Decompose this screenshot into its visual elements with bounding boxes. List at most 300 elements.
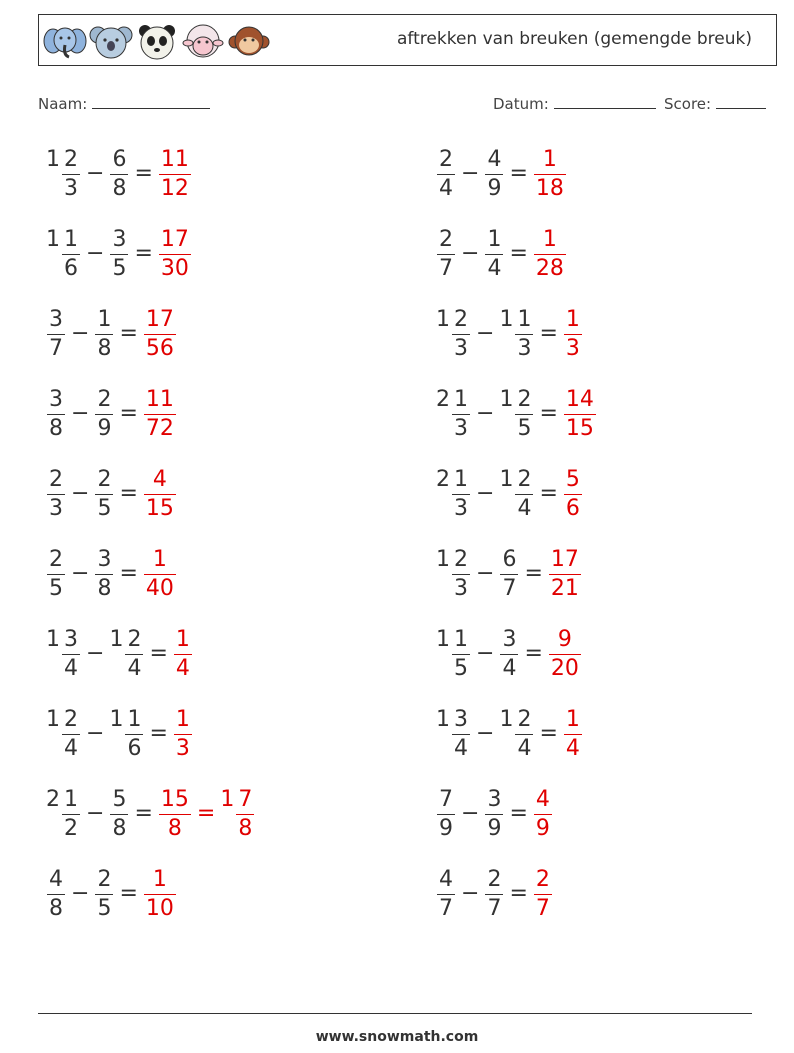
denominator: 18 — [535, 175, 564, 201]
fraction-bar — [144, 574, 176, 575]
numerator: 17 — [160, 226, 189, 252]
denominator: 4 — [439, 175, 453, 201]
mixed-number — [94, 387, 114, 440]
numerator: 4 — [49, 866, 63, 892]
mixed-number — [563, 467, 583, 520]
denominator: 9 — [487, 175, 502, 201]
denominator: 2 — [64, 815, 78, 841]
denominator: 8 — [49, 415, 63, 441]
numerator: 5 — [112, 786, 127, 812]
mixed-number — [143, 547, 177, 600]
mixed-number — [484, 227, 504, 280]
fraction — [515, 386, 533, 441]
fraction-bar — [485, 174, 503, 175]
fraction — [47, 386, 65, 441]
fraction-bar — [174, 734, 192, 735]
fraction-bar — [549, 574, 581, 575]
problem-item — [436, 543, 582, 603]
equals-sign: = — [539, 320, 558, 346]
fraction — [95, 866, 113, 921]
denominator: 7 — [439, 895, 453, 921]
numerator: 1 — [517, 306, 532, 332]
equals-sign: = — [149, 640, 168, 666]
fraction-bar — [549, 654, 581, 655]
denominator: 3 — [454, 575, 468, 601]
numerator: 1 — [175, 706, 190, 732]
fraction — [62, 226, 80, 281]
numerator: 7 — [439, 786, 453, 812]
date-field — [493, 94, 656, 113]
numerator: 3 — [502, 626, 517, 652]
problem-item — [46, 863, 177, 923]
numerator: 3 — [49, 306, 63, 332]
fraction — [452, 386, 470, 441]
numerator: 15 — [160, 786, 189, 812]
equals-sign: = — [134, 160, 153, 186]
equals-sign: = — [149, 720, 168, 746]
fraction — [95, 306, 113, 361]
numerator: 3 — [487, 786, 502, 812]
fraction-bar — [500, 654, 518, 655]
minus-sign: − — [86, 160, 105, 186]
denominator: 21 — [550, 575, 579, 601]
numerator: 17 — [550, 546, 579, 572]
mixed-number — [436, 627, 471, 680]
whole-part: 1 — [499, 706, 514, 732]
fraction-bar — [564, 734, 582, 735]
fraction — [47, 866, 65, 921]
equals-sign: = — [196, 800, 216, 826]
fraction-bar — [452, 494, 470, 495]
denominator: 3 — [517, 335, 532, 361]
fraction — [485, 866, 503, 921]
fraction — [62, 786, 80, 841]
numerator: 7 — [238, 786, 253, 812]
fraction-bar — [62, 254, 80, 255]
fraction — [144, 466, 176, 521]
numerator: 2 — [487, 866, 502, 892]
denominator: 8 — [49, 895, 63, 921]
fraction-bar — [110, 814, 128, 815]
fraction-bar — [144, 494, 176, 495]
fraction — [159, 146, 191, 201]
fraction-bar — [437, 174, 455, 175]
fraction-bar — [534, 814, 552, 815]
fraction — [95, 466, 113, 521]
problem-item — [436, 143, 567, 203]
numerator: 2 — [439, 226, 453, 252]
numerator: 1 — [565, 706, 580, 732]
fraction — [144, 386, 176, 441]
fraction — [564, 306, 582, 361]
fraction-bar — [564, 334, 582, 335]
name-blank[interactable] — [92, 94, 210, 109]
mixed-number — [109, 147, 129, 200]
denominator: 9 — [487, 815, 502, 841]
fraction — [452, 306, 470, 361]
denominator: 8 — [238, 815, 253, 841]
fraction — [485, 226, 503, 281]
mixed-number — [499, 387, 534, 440]
mixed-number — [158, 147, 192, 200]
fraction — [125, 706, 143, 761]
numerator: 1 — [487, 226, 502, 252]
whole-part: 1 — [436, 306, 450, 332]
fraction-bar — [159, 814, 191, 815]
numerator: 1 — [64, 226, 78, 252]
mixed-number — [548, 627, 582, 680]
minus-sign: − — [71, 320, 90, 346]
numerator: 1 — [542, 226, 557, 252]
fraction — [534, 226, 566, 281]
fraction-bar — [62, 174, 80, 175]
fraction-bar — [144, 894, 176, 895]
score-blank[interactable] — [716, 94, 766, 109]
problem-item — [436, 783, 553, 843]
mixed-number — [484, 787, 504, 840]
fraction-bar — [125, 654, 143, 655]
denominator: 3 — [49, 495, 63, 521]
problem-item — [46, 223, 192, 283]
denominator: 7 — [502, 575, 517, 601]
fraction-bar — [144, 414, 176, 415]
fraction — [62, 626, 80, 681]
numerator: 2 — [64, 146, 78, 172]
equals-sign: = — [119, 560, 138, 586]
fraction — [452, 626, 470, 681]
fraction-bar — [452, 574, 470, 575]
animal-icons — [43, 21, 271, 63]
fraction — [515, 306, 533, 361]
equals-sign: = — [539, 480, 558, 506]
mixed-number — [563, 387, 597, 440]
denominator: 7 — [487, 895, 502, 921]
mixed-number — [46, 787, 81, 840]
fraction-bar — [515, 734, 533, 735]
problem-item — [46, 783, 255, 843]
fraction-bar — [62, 654, 80, 655]
numerator: 2 — [64, 706, 78, 732]
mixed-number — [533, 787, 553, 840]
fraction-bar — [500, 574, 518, 575]
denominator: 5 — [112, 255, 127, 281]
whole-part: 1 — [436, 546, 450, 572]
problem-item — [436, 463, 583, 523]
date-blank[interactable] — [554, 94, 656, 109]
fraction — [125, 626, 143, 681]
mixed-number — [436, 867, 456, 920]
equals-sign: = — [539, 400, 558, 426]
denominator: 9 — [97, 415, 112, 441]
numerator: 1 — [64, 786, 78, 812]
numerator: 1 — [152, 866, 167, 892]
numerator: 4 — [535, 786, 550, 812]
fraction-bar — [437, 894, 455, 895]
numerator: 3 — [97, 546, 112, 572]
numerator: 2 — [454, 546, 468, 572]
numerator: 3 — [64, 626, 78, 652]
minus-sign: − — [86, 800, 105, 826]
numerator: 3 — [112, 226, 127, 252]
footer-divider — [38, 1013, 752, 1014]
denominator: 4 — [565, 735, 580, 761]
whole-part: 1 — [46, 626, 60, 652]
fraction — [174, 626, 192, 681]
mixed-number — [436, 787, 456, 840]
mixed-number — [94, 467, 114, 520]
mixed-number — [220, 787, 255, 840]
problem-item — [46, 623, 193, 683]
denominator: 28 — [535, 255, 564, 281]
minus-sign: − — [71, 560, 90, 586]
fraction — [437, 146, 455, 201]
whole-part: 1 — [109, 626, 124, 652]
fraction — [62, 146, 80, 201]
equals-sign: = — [509, 160, 528, 186]
fraction — [485, 786, 503, 841]
fraction-bar — [110, 254, 128, 255]
mixed-number — [46, 467, 66, 520]
fraction — [549, 546, 581, 601]
denominator: 20 — [550, 655, 579, 681]
minus-sign: − — [461, 240, 480, 266]
mixed-number — [109, 707, 144, 760]
minus-sign: − — [86, 720, 105, 746]
denominator: 8 — [112, 815, 127, 841]
denominator: 7 — [439, 255, 453, 281]
fraction-bar — [534, 894, 552, 895]
whole-part: 1 — [220, 786, 235, 812]
fraction — [515, 466, 533, 521]
minus-sign: − — [476, 640, 495, 666]
minus-sign: − — [476, 560, 495, 586]
mixed-number — [46, 387, 66, 440]
fraction — [159, 226, 191, 281]
mixed-number — [436, 547, 471, 600]
denominator: 5 — [517, 415, 532, 441]
fraction — [144, 306, 176, 361]
denominator: 8 — [167, 815, 182, 841]
fraction-bar — [564, 494, 582, 495]
fraction — [564, 706, 582, 761]
fraction-bar — [452, 734, 470, 735]
numerator: 1 — [97, 306, 112, 332]
denominator: 3 — [454, 335, 468, 361]
minus-sign: − — [476, 480, 495, 506]
mixed-number — [46, 307, 66, 360]
fraction — [144, 866, 176, 921]
equals-sign: = — [134, 800, 153, 826]
numerator: 2 — [97, 466, 112, 492]
mixed-number — [158, 227, 192, 280]
sheep-icon — [181, 21, 225, 63]
elephant-icon — [43, 21, 87, 63]
mixed-number — [46, 867, 66, 920]
fraction-bar — [452, 414, 470, 415]
fraction — [47, 306, 65, 361]
fraction — [95, 546, 113, 601]
denominator: 4 — [64, 655, 78, 681]
minus-sign: − — [461, 880, 480, 906]
denominator: 6 — [565, 495, 580, 521]
denominator: 8 — [112, 175, 127, 201]
mixed-number — [533, 147, 567, 200]
minus-sign: − — [476, 720, 495, 746]
fraction — [500, 546, 518, 601]
equals-sign: = — [524, 640, 543, 666]
worksheet-title: aftrekken van breuken (gemengde breuk) — [397, 29, 752, 49]
fraction-bar — [95, 894, 113, 895]
denominator: 3 — [454, 415, 468, 441]
fraction-bar — [534, 254, 566, 255]
mixed-number — [143, 867, 177, 920]
mixed-number — [94, 307, 114, 360]
denominator: 4 — [175, 655, 190, 681]
numerator: 11 — [160, 146, 189, 172]
whole-part: 1 — [436, 706, 450, 732]
mixed-number — [548, 547, 582, 600]
fraction — [144, 546, 176, 601]
denominator: 4 — [127, 655, 142, 681]
denominator: 7 — [49, 335, 63, 361]
whole-part: 1 — [499, 466, 514, 492]
mixed-number — [563, 307, 583, 360]
fraction — [534, 786, 552, 841]
fraction-bar — [515, 414, 533, 415]
numerator: 17 — [145, 306, 174, 332]
fraction — [564, 386, 596, 441]
fraction — [452, 546, 470, 601]
denominator: 7 — [535, 895, 550, 921]
name-label: Naam: — [38, 95, 88, 113]
problem-item — [436, 623, 582, 683]
denominator: 4 — [517, 735, 532, 761]
fraction-bar — [47, 334, 65, 335]
denominator: 72 — [145, 415, 174, 441]
fraction — [174, 706, 192, 761]
fraction-bar — [62, 814, 80, 815]
fraction — [500, 626, 518, 681]
minus-sign: − — [461, 160, 480, 186]
denominator: 30 — [160, 255, 189, 281]
fraction-bar — [174, 654, 192, 655]
denominator: 10 — [145, 895, 174, 921]
denominator: 56 — [145, 335, 174, 361]
mixed-number — [94, 867, 114, 920]
fraction-bar — [95, 494, 113, 495]
mixed-number — [499, 627, 519, 680]
denominator: 4 — [454, 735, 468, 761]
problem-item — [436, 303, 583, 363]
mixed-number — [109, 227, 129, 280]
numerator: 2 — [517, 386, 532, 412]
minus-sign: − — [71, 480, 90, 506]
fraction-bar — [437, 814, 455, 815]
monkey-icon — [227, 21, 271, 63]
mixed-number — [143, 307, 177, 360]
fraction-bar — [47, 414, 65, 415]
mixed-number — [109, 627, 144, 680]
fraction-bar — [159, 254, 191, 255]
fraction-bar — [515, 334, 533, 335]
numerator: 1 — [454, 386, 468, 412]
fraction — [236, 786, 254, 841]
problem-item — [46, 383, 177, 443]
whole-part: 2 — [436, 386, 450, 412]
mixed-number — [143, 467, 177, 520]
numerator: 2 — [127, 626, 142, 652]
koala-icon — [89, 21, 133, 63]
numerator: 3 — [454, 706, 468, 732]
mixed-number — [533, 867, 553, 920]
numerator: 11 — [145, 386, 174, 412]
fraction-bar — [95, 334, 113, 335]
denominator: 15 — [145, 495, 174, 521]
numerator: 1 — [152, 546, 167, 572]
fraction-bar — [437, 254, 455, 255]
mixed-number — [173, 627, 193, 680]
fraction — [62, 706, 80, 761]
equals-sign: = — [119, 320, 138, 346]
mixed-number — [436, 387, 471, 440]
mixed-number — [46, 547, 66, 600]
mixed-number — [46, 147, 81, 200]
equals-sign: = — [524, 560, 543, 586]
denominator: 5 — [454, 655, 468, 681]
numerator: 6 — [112, 146, 127, 172]
minus-sign: − — [476, 400, 495, 426]
whole-part: 2 — [436, 466, 450, 492]
whole-part: 2 — [46, 786, 60, 812]
equals-sign: = — [119, 480, 138, 506]
fraction-bar — [485, 254, 503, 255]
mixed-number — [436, 467, 471, 520]
mixed-number — [484, 867, 504, 920]
numerator: 3 — [49, 386, 63, 412]
fraction — [452, 466, 470, 521]
numerator: 2 — [517, 466, 532, 492]
fraction — [437, 786, 455, 841]
problem-item — [46, 143, 192, 203]
fraction-bar — [485, 894, 503, 895]
minus-sign: − — [86, 240, 105, 266]
fraction — [95, 386, 113, 441]
fraction — [437, 866, 455, 921]
fraction — [515, 706, 533, 761]
problem-item — [436, 223, 567, 283]
numerator: 2 — [454, 306, 468, 332]
numerator: 1 — [542, 146, 557, 172]
denominator: 5 — [49, 575, 63, 601]
whole-part: 1 — [46, 226, 60, 252]
denominator: 9 — [535, 815, 550, 841]
denominator: 3 — [175, 735, 190, 761]
numerator: 2 — [49, 466, 63, 492]
numerator: 9 — [557, 626, 572, 652]
fraction-bar — [485, 814, 503, 815]
fraction-bar — [95, 414, 113, 415]
fraction-bar — [452, 334, 470, 335]
mixed-number — [499, 707, 534, 760]
fraction-bar — [95, 574, 113, 575]
numerator: 2 — [97, 386, 112, 412]
whole-part: 1 — [499, 386, 514, 412]
numerator: 1 — [127, 706, 142, 732]
denominator: 4 — [487, 255, 502, 281]
numerator: 1 — [565, 306, 580, 332]
mixed-number — [94, 547, 114, 600]
problem-item — [436, 863, 553, 923]
